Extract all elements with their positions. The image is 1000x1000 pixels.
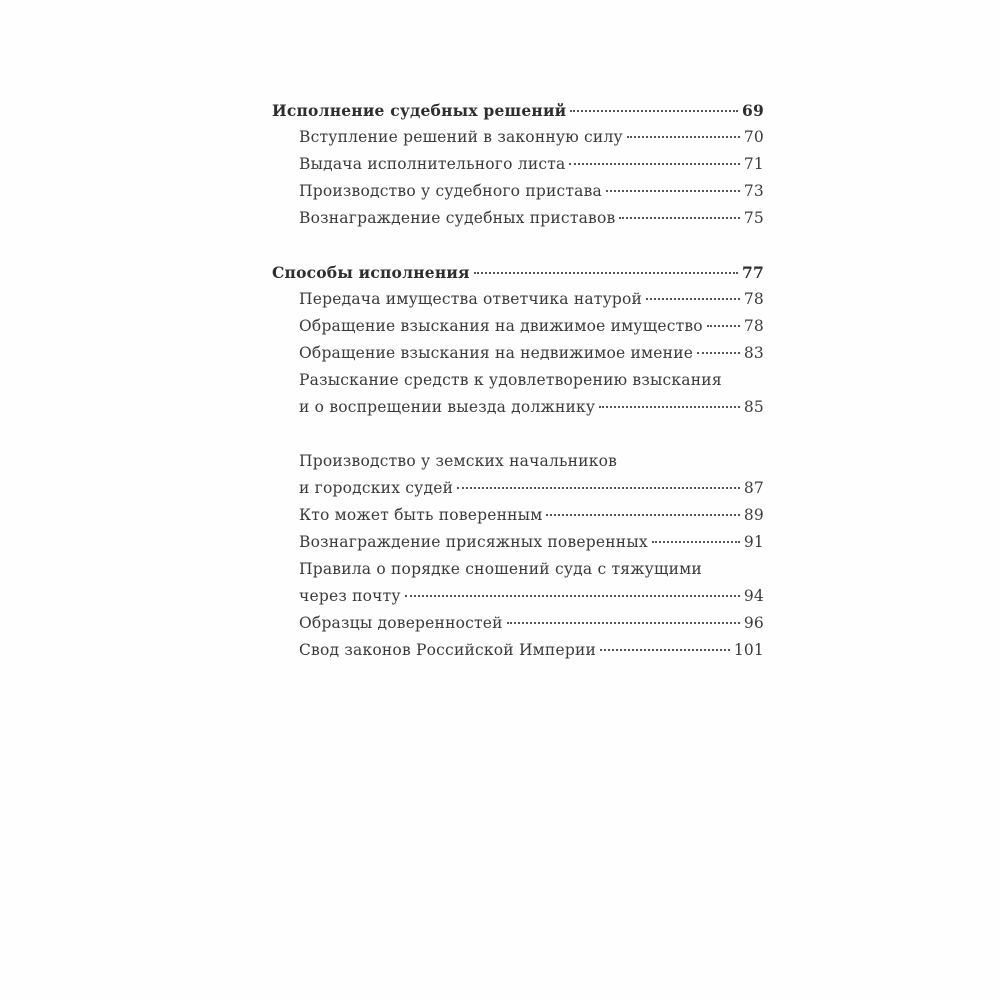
toc-page-number: 73	[743, 182, 764, 200]
toc-entry	[272, 313, 764, 340]
toc-entry-title: Вступление решений в законную силу	[299, 128, 623, 146]
toc-entry	[272, 502, 764, 529]
toc-entry	[272, 205, 764, 232]
toc-page-number: 87	[743, 479, 764, 497]
toc-entry-title: Вознаграждение судебных приставов	[299, 209, 616, 227]
toc-entry	[272, 286, 764, 313]
toc-entry-title: Обращение взыскания на недвижимое имение	[299, 344, 694, 362]
toc-heading-enforcement	[272, 97, 764, 124]
toc-entry-title-line1: Разыскание средств к удовлетворению взыскания	[299, 371, 722, 389]
toc-leader-dots	[569, 163, 739, 165]
toc-entry-title: и о воспрещении выезда должнику	[299, 398, 596, 416]
toc-page-number: 75	[743, 209, 764, 227]
section-gap	[272, 421, 764, 448]
toc-page-number: 96	[743, 614, 764, 632]
toc-heading-methods	[272, 259, 764, 286]
toc-entry-title-line1: Производство у земских начальников	[299, 452, 618, 470]
toc-leader-dots	[619, 217, 739, 219]
toc-page-number: 78	[743, 317, 764, 335]
toc-entry	[272, 637, 764, 664]
toc-entry-title: Передача имущества ответчика натурой	[299, 290, 643, 308]
toc-leader-dots	[606, 190, 740, 192]
toc-leader-dots	[707, 325, 740, 327]
toc-entry	[272, 610, 764, 637]
toc-entry-title: и городских судей	[299, 479, 454, 497]
toc-page-number: 85	[743, 398, 764, 416]
toc-leader-dots	[405, 595, 740, 597]
toc-entry	[272, 529, 764, 556]
toc-entry	[272, 340, 764, 367]
toc-entry-title: Вознаграждение присяжных поверенных	[299, 533, 648, 551]
toc-entry-first-line	[272, 448, 764, 475]
toc-leader-dots	[627, 136, 740, 138]
table-of-contents	[272, 97, 764, 664]
toc-entry-title: через почту	[299, 587, 401, 605]
toc-page-number: 83	[743, 344, 764, 362]
toc-entry-title: Образцы доверенностей	[299, 614, 503, 632]
toc-page-number: 77	[742, 263, 764, 282]
toc-page-number: 78	[743, 290, 764, 308]
toc-entry-title: Выдача исполнительного листа	[299, 155, 566, 173]
toc-leader-dots	[474, 272, 738, 274]
toc-entry-title: Производство у судебного пристава	[299, 182, 602, 200]
toc-entry-first-line	[272, 367, 764, 394]
toc-leader-dots	[646, 298, 740, 300]
toc-leader-dots	[599, 406, 740, 408]
toc-leader-dots	[507, 622, 740, 624]
toc-entry	[272, 394, 764, 421]
toc-page-number: 70	[743, 128, 764, 146]
toc-leader-dots	[546, 514, 739, 516]
toc-page-number: 89	[743, 506, 764, 524]
toc-entry	[272, 151, 764, 178]
toc-entry-title: Кто может быть поверенным	[299, 506, 543, 524]
toc-entry-first-line	[272, 556, 764, 583]
toc-page-number: 91	[743, 533, 764, 551]
toc-entry	[272, 178, 764, 205]
toc-leader-dots	[697, 352, 740, 354]
toc-leader-dots	[570, 110, 738, 112]
toc-entry	[272, 124, 764, 151]
toc-leader-dots	[600, 649, 730, 651]
toc-entry	[272, 583, 764, 610]
toc-entry-title-line1: Правила о порядке сношений суда с тяжущими	[299, 560, 702, 578]
section-gap	[272, 232, 764, 259]
toc-heading-title: Способы исполнения	[272, 263, 470, 282]
toc-page-number: 69	[742, 101, 764, 120]
toc-entry	[272, 475, 764, 502]
toc-leader-dots	[457, 487, 740, 489]
toc-leader-dots	[652, 541, 740, 543]
toc-heading-title: Исполнение судебных решений	[272, 101, 567, 120]
toc-entry-title: Свод законов Российской Империи	[299, 641, 597, 659]
toc-entry-title: Обращение взыскания на движимое имущество	[299, 317, 703, 335]
toc-page-number: 71	[743, 155, 764, 173]
toc-page-number: 101	[733, 641, 764, 659]
toc-page-number: 94	[743, 587, 764, 605]
